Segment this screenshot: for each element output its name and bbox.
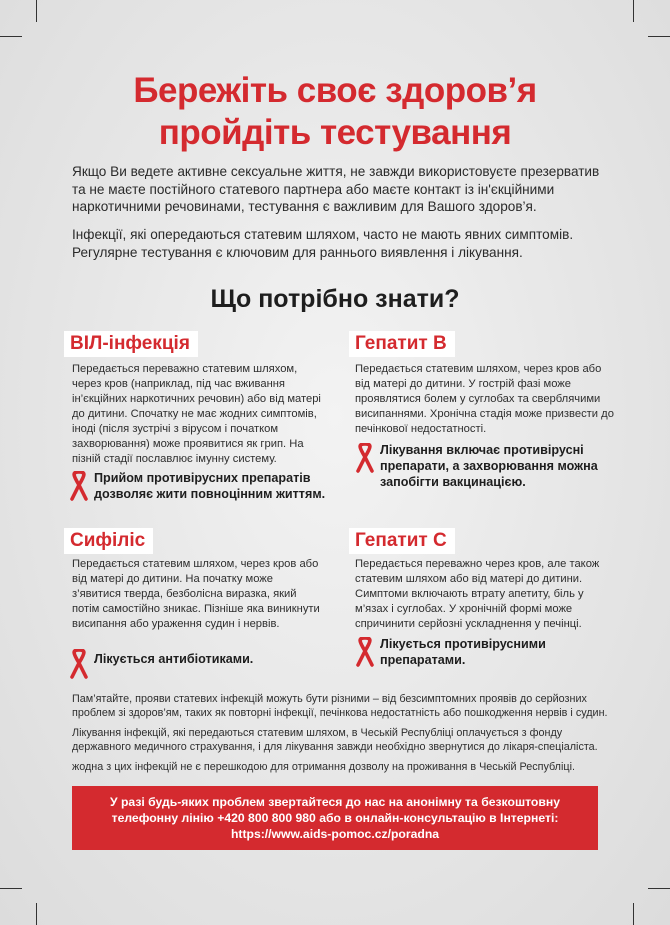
red-ribbon-icon bbox=[354, 637, 376, 667]
infection-note-hepatitis-c bbox=[354, 636, 614, 668]
crop-mark-left-top bbox=[0, 36, 22, 37]
crop-mark-top-right bbox=[633, 0, 634, 22]
contact-banner bbox=[72, 786, 598, 850]
red-ribbon-icon bbox=[68, 471, 90, 501]
footer-paragraph-2: Лікування інфекцій, які передаються статевим шляхом, в Чеській Республіці оплачується з фонду державного медичного страхування, і для лікування завжди необхідно звернутися до лікаря-спеціаліста. bbox=[72, 727, 598, 753]
crop-mark-top-left bbox=[36, 0, 37, 22]
crop-mark-right-top bbox=[648, 36, 670, 37]
infection-note-syphilis bbox=[68, 648, 330, 679]
infection-title-syphilis: Сифіліс bbox=[64, 528, 153, 554]
infection-title-hepatitis-c: Гепатит C bbox=[349, 528, 455, 554]
banner-line-1: У разі будь-яких проблем звертайтеся до нас на анонімну та безкоштовну bbox=[110, 795, 560, 809]
intro-paragraph-2: Інфекції, які опередаються статевим шляхом, часто не мають явних симптомів. Регулярне тестування є ключовим для раннього виявлення і лікування. bbox=[72, 227, 574, 260]
banner-line-2: телефонну лінію +420 800 800 980 або в онлайн-консультацію в Інтернеті: bbox=[111, 811, 559, 825]
footer-paragraph-1: Пам’ятайте, прояви статевих інфекцій можуть бути різними – від безсимптомних проявів до серйозних проблем зі здоров’ям, таких як повторні інфекції, печінкова недостатність або пошкодження нервів і судин. bbox=[72, 693, 608, 719]
infection-text-hiv: Передається переважно статевим шляхом, через кров (наприклад, під час вживання ін’єкційних наркотичних речовин) або від матері до дитини. Спочатку не має жодних симптомів, іноді (після зустрічі з вірусом і початком захворювання) може проявитися як грип. На пізній стадії пославлює імунну систему. bbox=[72, 363, 321, 465]
infection-note-text-hepatitis-c: Лікується противірусними препаратами. bbox=[380, 637, 546, 667]
infection-note-text-hepatitis-b: Лікування включає противірусні препарати, а захворювання можна запобігти вакцинацією. bbox=[380, 443, 598, 489]
crop-mark-left-bottom bbox=[0, 888, 22, 889]
infection-note-text-syphilis: Лікується антибіотиками. bbox=[94, 652, 254, 666]
crop-mark-bottom-left bbox=[36, 903, 37, 925]
red-ribbon-icon bbox=[68, 649, 90, 679]
infection-note-text-hiv: Прийом противірусних препаратів дозволяє жити повноцінним життям. bbox=[94, 471, 326, 501]
infection-text-syphilis: Передається статевим шляхом, через кров або від матері до дитини. На початку може з’явитися тверда, безболісна виразка, який потім самостійно зникає. Пізніше яка виникнути висипання або ураження судин і нервів. bbox=[72, 558, 320, 630]
infection-text-hepatitis-b: Передається статевим шляхом, через кров або від матері до дитини. У гострій фазі може проявлятися болем у суглобах та сверблячими висипаннями. Хронічна стадія може призвести до печінкової недостатності. bbox=[355, 363, 614, 435]
infection-note-hiv bbox=[68, 470, 330, 502]
intro-paragraph-1: Якщо Ви ведете активне сексуальне життя, не завжди використовуєте презерватив та не маєте постійного статевого партнера або маєте контакт із ін'єкційними наркотичними речовинами, тестування є важливим для Вашого здоров’я. bbox=[72, 164, 600, 214]
section-heading: Що потрібно знати? bbox=[210, 285, 460, 313]
page-title bbox=[0, 70, 670, 154]
infection-title-hiv: ВІЛ-інфекція bbox=[64, 331, 198, 357]
title-line-2: пройдіть тестування bbox=[158, 113, 512, 152]
footer-paragraph-3: жодна з цих інфекцій не є перешкодою для отримання дозволу на проживання в Чеській Республіці. bbox=[72, 761, 575, 773]
infection-text-hepatitis-c: Передається переважно через кров, але також статевим шляхом або від матері до дитини. Симптоми включають втрату апетиту, біль у м’язах і суглобах. У хронічній формі може спричинити серйозні ускладнення у печінці. bbox=[355, 558, 600, 630]
banner-link[interactable]: https://www.aids-pomoc.cz/poradna bbox=[230, 827, 440, 841]
red-ribbon-icon bbox=[354, 443, 376, 473]
title-line-1: Бережіть своє здоров’я bbox=[133, 71, 537, 110]
infection-title-hepatitis-b: Гепатит B bbox=[349, 331, 455, 357]
crop-mark-bottom-right bbox=[633, 903, 634, 925]
infection-note-hepatitis-b bbox=[354, 442, 614, 490]
crop-mark-right-bottom bbox=[648, 888, 670, 889]
